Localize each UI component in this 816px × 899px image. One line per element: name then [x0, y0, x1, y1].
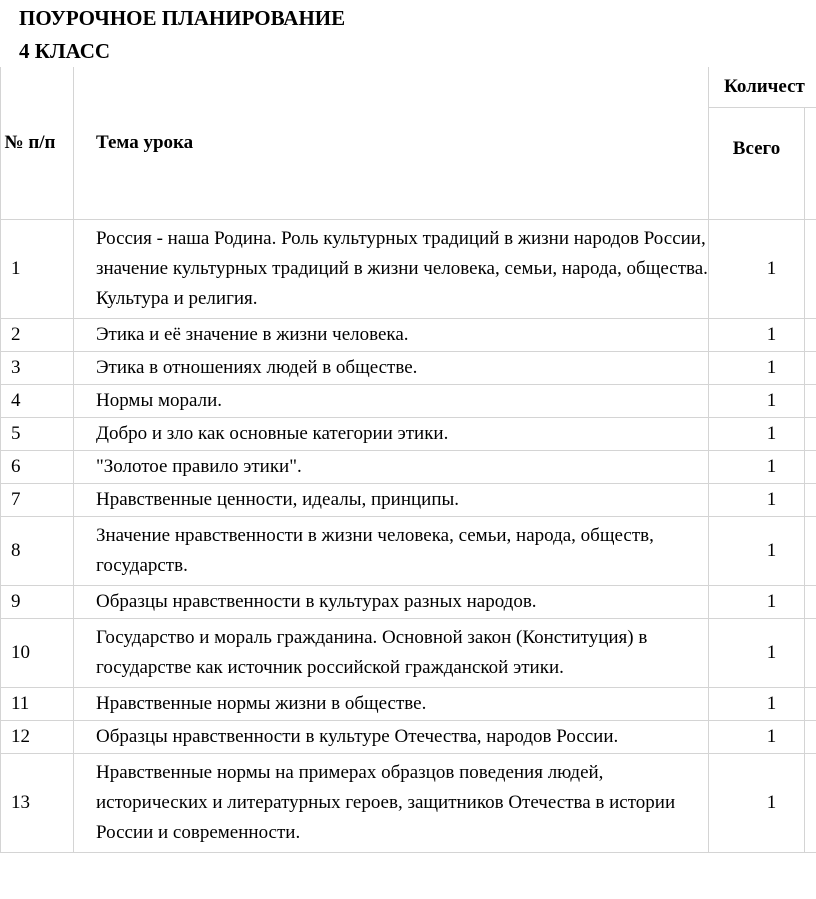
- table-row: [1, 418, 816, 451]
- row-topic: "Золотое правило этики".: [74, 451, 709, 484]
- row-extra: [805, 418, 816, 451]
- row-topic: Государство и мораль гражданина. Основной закон (Конституция) в государстве как источник российской гражданской этики.: [74, 619, 709, 688]
- row-total-hours: 1: [709, 517, 805, 586]
- row-topic: Добро и зло как основные категории этики.: [74, 418, 709, 451]
- table-row: [1, 517, 816, 586]
- row-extra: [805, 451, 816, 484]
- row-topic: Нравственные ценности, идеалы, принципы.: [74, 484, 709, 517]
- row-total-hours: 1: [709, 451, 805, 484]
- row-topic: Образцы нравственности в культурах разных народов.: [74, 586, 709, 619]
- table-row: [1, 385, 816, 418]
- row-topic: Россия - наша Родина. Роль культурных традиций в жизни народов России, значение культурных традиций в жизни человека, семьи, народа, общества. Культура и религия.: [74, 220, 709, 319]
- row-number: 3: [1, 352, 74, 385]
- row-topic: Этика в отношениях людей в обществе.: [74, 352, 709, 385]
- header-extra: [805, 108, 816, 220]
- row-number: 10: [1, 619, 74, 688]
- row-extra: [805, 754, 816, 853]
- row-extra: [805, 484, 816, 517]
- row-total-hours: 1: [709, 721, 805, 754]
- row-topic: Нравственные нормы жизни в обществе.: [74, 688, 709, 721]
- table-row: [1, 754, 816, 853]
- header-quantity: Количест: [709, 67, 816, 108]
- row-topic: Нравственные нормы на примерах образцов поведения людей, исторических и литературных героев, защитников Отечества в истории России и современности.: [74, 754, 709, 853]
- header-number: № п/п: [1, 67, 74, 220]
- document-title: ПОУРОЧНОЕ ПЛАНИРОВАНИЕ: [19, 6, 346, 30]
- row-topic: Нормы морали.: [74, 385, 709, 418]
- header-topic: Тема урока: [74, 67, 709, 220]
- row-number: 8: [1, 517, 74, 586]
- table-row: [1, 220, 816, 319]
- row-total-hours: 1: [709, 586, 805, 619]
- table-row: [1, 688, 816, 721]
- row-number: 9: [1, 586, 74, 619]
- row-total-hours: 1: [709, 319, 805, 352]
- row-extra: [805, 319, 816, 352]
- row-total-hours: 1: [709, 352, 805, 385]
- row-total-hours: 1: [709, 619, 805, 688]
- row-total-hours: 1: [709, 385, 805, 418]
- row-number: 13: [1, 754, 74, 853]
- row-total-hours: 1: [709, 754, 805, 853]
- row-number: 11: [1, 688, 74, 721]
- row-extra: [805, 721, 816, 754]
- table-row: [1, 586, 816, 619]
- lesson-plan-table: [0, 67, 816, 853]
- row-topic: Образцы нравственности в культуре Отечества, народов России.: [74, 721, 709, 754]
- table-row: [1, 721, 816, 754]
- row-number: 6: [1, 451, 74, 484]
- row-number: 4: [1, 385, 74, 418]
- document-subtitle: 4 КЛАСС: [19, 39, 111, 63]
- row-total-hours: 1: [709, 688, 805, 721]
- table-row: [1, 319, 816, 352]
- table-row: [1, 352, 816, 385]
- table-row: [1, 619, 816, 688]
- header-total: Всего: [709, 108, 805, 220]
- row-total-hours: 1: [709, 418, 805, 451]
- row-extra: [805, 688, 816, 721]
- row-extra: [805, 352, 816, 385]
- row-extra: [805, 619, 816, 688]
- table-row: [1, 451, 816, 484]
- row-extra: [805, 586, 816, 619]
- row-total-hours: 1: [709, 220, 805, 319]
- row-number: 7: [1, 484, 74, 517]
- row-number: 5: [1, 418, 74, 451]
- row-number: 2: [1, 319, 74, 352]
- row-number: 1: [1, 220, 74, 319]
- row-extra: [805, 517, 816, 586]
- table-row: [1, 484, 816, 517]
- row-topic: Значение нравственности в жизни человека, семьи, народа, обществ, государств.: [74, 517, 709, 586]
- row-extra: [805, 220, 816, 319]
- row-extra: [805, 385, 816, 418]
- row-total-hours: 1: [709, 484, 805, 517]
- row-number: 12: [1, 721, 74, 754]
- row-topic: Этика и её значение в жизни человека.: [74, 319, 709, 352]
